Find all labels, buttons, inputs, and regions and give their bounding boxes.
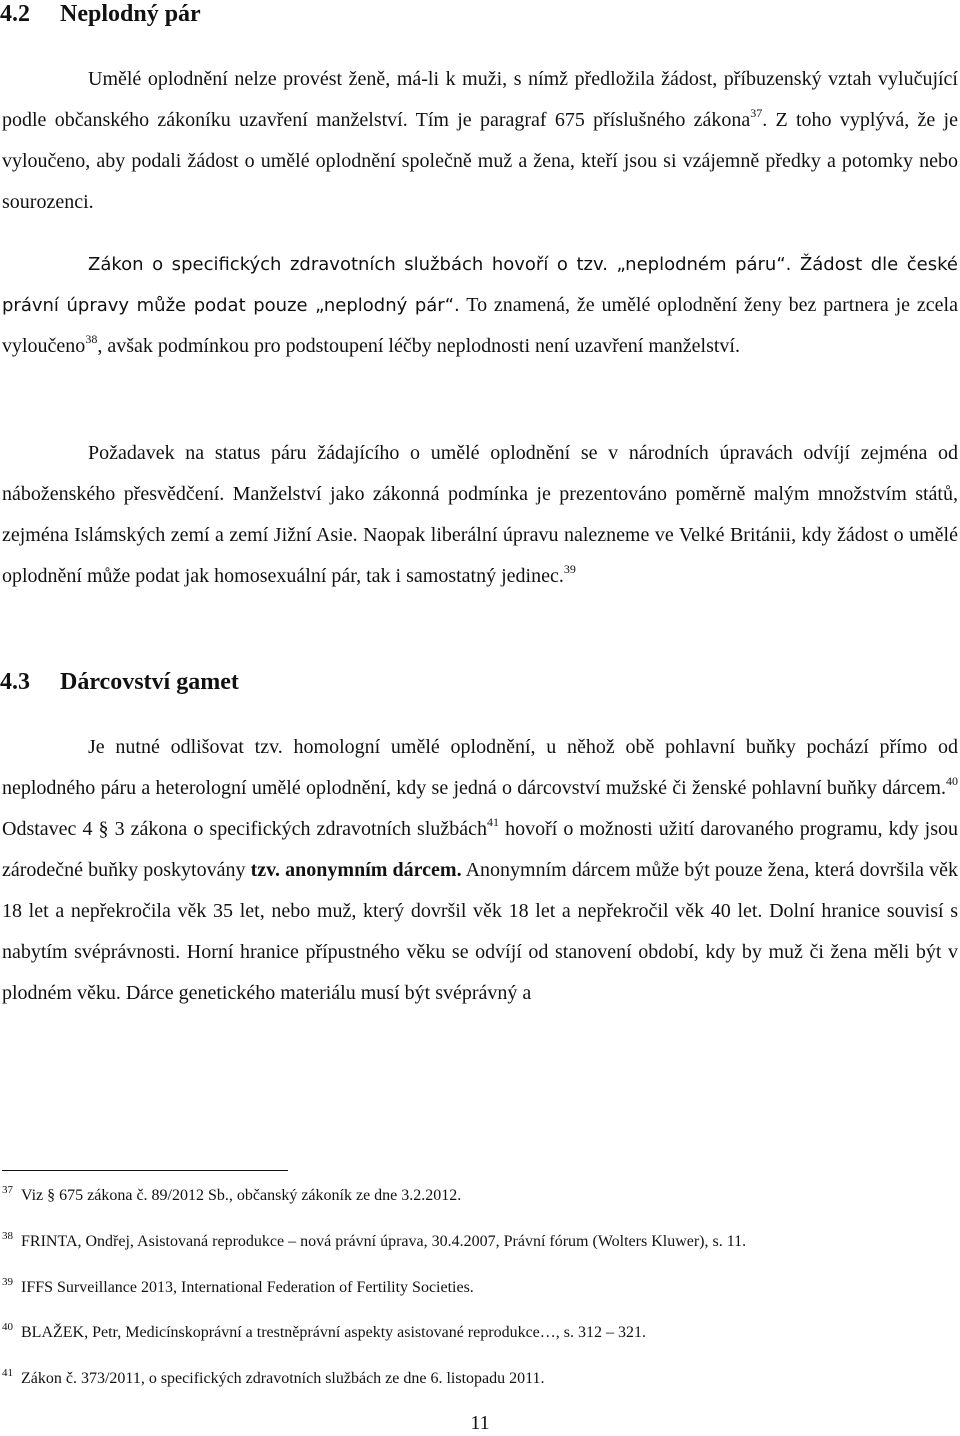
section-title: Neplodný pár	[60, 1, 201, 27]
footnote-ref-37: 37	[750, 106, 763, 120]
footnote-ref-41: 41	[487, 815, 499, 829]
footnote-text: Zákon č. 373/2011, o specifických zdravotních službách ze dne 6. listopadu 2011.	[21, 1370, 545, 1387]
footnote-number: 40	[2, 1321, 13, 1333]
bold-term: tzv. anonymním dárcem.	[245, 859, 462, 881]
footnote-text: BLAŽEK, Petr, Medicínskoprávní a trestněprávní aspekty asistované reprodukce…, s. 312 – 321.	[21, 1324, 646, 1341]
paragraph-text: Tím je paragraf 675 příslušného zákona	[407, 109, 751, 131]
section-number: 4.2	[0, 1, 30, 27]
footnote-text: FRINTA, Ondřej, Asistovaná reprodukce – nová právní úprava, 30.4.2007, Právní fórum (Wolters Kluwer), s. 11.	[21, 1233, 747, 1250]
paragraph-text: . Z toho vyplývá, že je vyloučeno, aby podali žádost o umělé oplodnění společně muž a žena, kteří jsou si vzájemně předky a potomky nebo sourozenci.	[2, 109, 958, 213]
paragraph-text: Požadavek na status páru žádajícího o umělé oplodnění se v národních úpravách odvíjí zejména od náboženského přesvědčení.	[2, 442, 958, 505]
paragraph-text: To znamená, že umělé oplodnění ženy bez partnera je zcela vyloučeno	[2, 294, 958, 357]
paragraph-text: hovoří o možnosti užití darovaného programu, kdy jsou zárodečné buňky poskytovány	[2, 818, 958, 881]
footnote-number: 37	[2, 1184, 13, 1196]
paragraph-text: Anonymním dárcem může být pouze žena, která dovršila věk 18 let a nepřekročila věk 35 let, nebo muž, který dovršil věk 18 let a nepřekročil věk 40 let. Dolní hranice souvisí s nabytím svéprávnosti. Horní hranice přípustného věku se odvíjí od stanovení období, kdy by muž či žena měli být v plodném věku. Dárce genetického materiálu musí být svéprávný a	[2, 859, 959, 1004]
footnote-number: 38	[2, 1230, 13, 1242]
section-number: 4.3	[0, 669, 30, 695]
footnote-separator	[2, 1170, 288, 1171]
footnote-number: 39	[2, 1276, 13, 1288]
section-title: Dárcovství gamet	[60, 669, 239, 695]
paragraph-infertile-couple	[2, 244, 958, 367]
paragraph-text: Zákon o specifických zdravotních službách hovoří o tzv. „neplodném páru“. Žádost dle české právní úpravy může podat pouze „neplodný pár“.	[2, 254, 958, 316]
footnote-41	[2, 1369, 545, 1389]
paragraph-text: Je nutné odlišovat tzv. homologní umělé oplodnění, u něhož obě pohlavní buňky pochází přímo od neplodného páru a heterologní umělé oplodnění, kdy se jedná o dárcovství mužské či ženské pohlavní buňky dárcem.	[2, 736, 958, 799]
paragraph-text: , avšak podmínkou pro podstoupení léčby neplodnosti není uzavření manželství.	[97, 335, 740, 357]
footnote-number: 41	[2, 1367, 13, 1379]
paragraph-text: Umělé oplodnění nelze provést ženě, má-li k muži, s nímž předložila žádost, příbuzenský vztah vylučující podle občanského zákoníku uzavření manželství.	[2, 68, 958, 131]
paragraph-gamete-donation	[2, 727, 958, 1014]
section-heading-4-2	[0, 0, 201, 28]
footnote-ref-40: 40	[946, 774, 958, 788]
footnote-39	[2, 1278, 474, 1298]
footnote-37	[2, 1186, 461, 1206]
section-heading-4-3	[0, 668, 239, 696]
footnote-38	[2, 1232, 746, 1252]
footnote-text: Viz § 675 zákona č. 89/2012 Sb., občanský zákoník ze dne 3.2.2012.	[21, 1187, 462, 1204]
paragraph-text: Manželství jako zákonná podmínka je prezentováno poměrně malým množstvím států, zejména Islámských zemí a zemí Jižní Asie. Naopak liberální úpravu nalezneme ve Velké Británii, kdy žádost o umělé oplodnění může podat jak homosexuální pár, tak i samostatný jedinec.	[2, 483, 958, 587]
footnote-40	[2, 1323, 646, 1343]
paragraph-text: Odstavec 4 § 3 zákona o specifických zdravotních službách	[2, 818, 487, 840]
footnote-ref-38: 38	[85, 332, 98, 346]
footnote-ref-39: 39	[563, 562, 576, 576]
page-number: 11	[470, 1412, 490, 1434]
paragraph-couple-status	[2, 433, 958, 597]
footnote-text: IFFS Surveillance 2013, International Federation of Fertility Societies.	[21, 1279, 474, 1296]
paragraph-prohibited-relatives	[2, 59, 958, 223]
